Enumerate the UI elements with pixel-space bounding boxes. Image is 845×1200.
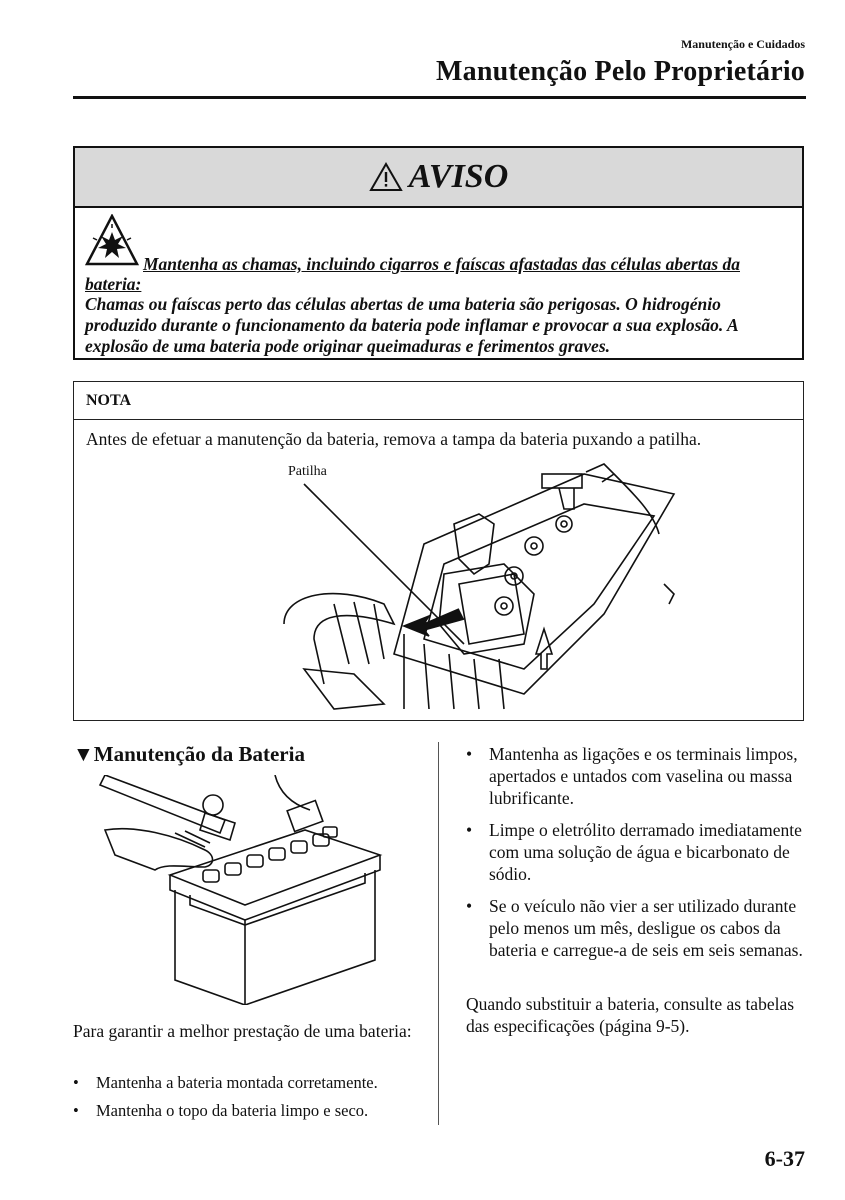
header-divider (73, 96, 806, 99)
section-heading (73, 742, 305, 767)
bullet-text: Se o veículo não vier a ser utilizado durante pelo menos um mês, desligue os cabos da bateria e carregue-a de seis em seis semanas. (489, 896, 803, 960)
bullet-marker: • (73, 1101, 79, 1120)
bullet-text: Mantenha a bateria montada corretamente. (96, 1073, 378, 1092)
warning-box (73, 146, 804, 360)
warning-heading-container (85, 254, 765, 294)
bullet-marker: • (466, 820, 473, 840)
note-label: NOTA (74, 382, 803, 420)
bullet-marker: • (466, 744, 473, 764)
note-text: Antes de efetuar a manutenção da bateria, remova a tampa da bateria puxando a patilha. (86, 429, 702, 449)
warning-header (75, 148, 802, 208)
section-title: Manutenção da Bateria (93, 742, 305, 766)
bullet-text: Mantenha as ligações e os terminais limpos, apertados e untados com vaselina ou massa lubrificante. (489, 744, 798, 808)
bullet-text: Limpe o eletrólito derramado imediatamente com uma solução de água e bicarbonato de sódio. (489, 820, 802, 884)
bullet-text: Mantenha o topo da bateria limpo e seco. (96, 1101, 369, 1120)
column-divider (438, 742, 439, 1125)
battery-cover-illustration (274, 454, 694, 714)
closing-text: Quando substituir a bateria, consulte as tabelas das especificações (página 9-5). (466, 994, 795, 1036)
bullet-marker: • (73, 1073, 79, 1092)
list-item (466, 819, 811, 885)
list-item (73, 1100, 433, 1122)
figure-callout-label: Patilha (288, 464, 327, 479)
section-marker: ▼ (73, 742, 94, 766)
battery-cleaning-illustration (95, 775, 395, 1005)
chapter-title: Manutenção e Cuidados (680, 37, 805, 51)
list-item (73, 1072, 433, 1094)
warning-body: Chamas ou faíscas perto das células abertas de uma bateria são perigosas. O hidrogénio produzido durante o funcionamento da bateria pode inflamar e provocar a sua explosão. A explosão de uma bateria pode originar queimaduras e ferimentos graves. (85, 294, 738, 356)
warning-heading: Mantenha as chamas, incluindo cigarros e faíscas afastadas das células abertas da bateria: (85, 254, 740, 294)
page-number: 6-37 (764, 1146, 805, 1171)
warning-title: AVISO (408, 158, 509, 195)
note-box (73, 381, 804, 721)
warning-triangle-icon (369, 162, 403, 192)
page-title: Manutenção Pelo Proprietário (436, 56, 805, 87)
bullet-marker: • (466, 896, 473, 916)
intro-text: Para garantir a melhor prestação de uma bateria: (73, 1021, 412, 1041)
list-item (466, 895, 811, 961)
list-item (466, 743, 811, 809)
